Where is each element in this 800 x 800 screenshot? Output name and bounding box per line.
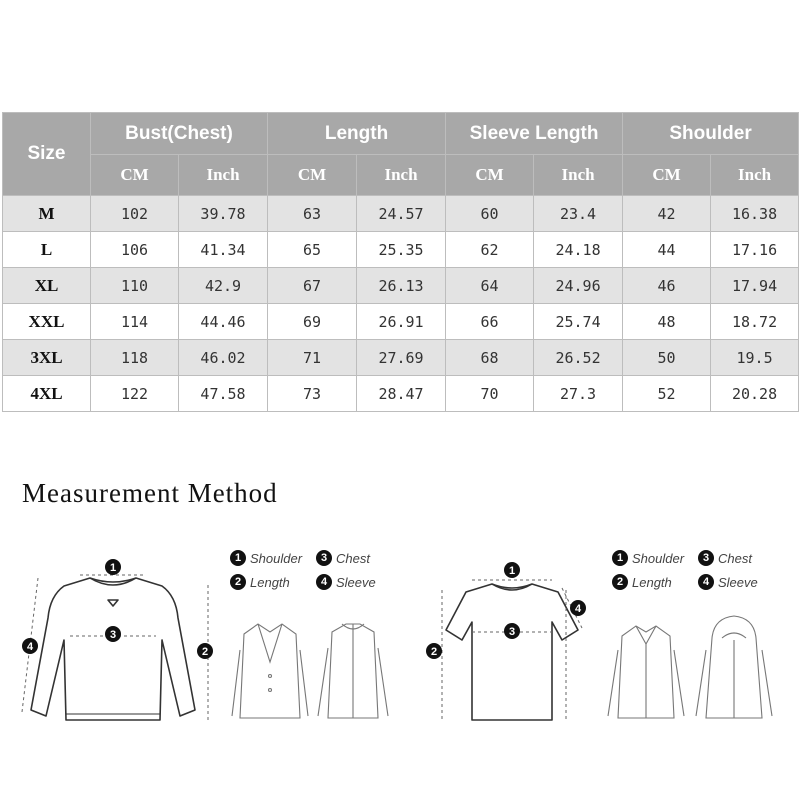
legend-item	[316, 550, 370, 566]
legend-label: Shoulder	[250, 550, 303, 566]
table-cell: 110	[91, 268, 179, 304]
group-header-length: Length	[268, 113, 446, 155]
table-cell: 20.28	[711, 376, 799, 412]
unit-header: CM	[268, 155, 357, 196]
size-cell: XL	[3, 268, 91, 304]
legend-label: Sleeve	[336, 574, 376, 590]
size-cell: L	[3, 232, 91, 268]
table-cell: 27.69	[357, 340, 446, 376]
svg-text:1: 1	[109, 562, 117, 574]
table-cell: 17.94	[711, 268, 799, 304]
table-cell: 42.9	[179, 268, 268, 304]
measurement-guides	[442, 580, 582, 722]
legend-label: Shoulder	[632, 550, 685, 566]
table-row	[3, 304, 799, 340]
legend-item	[230, 550, 302, 566]
table-cell: 23.4	[534, 196, 623, 232]
table-cell: 63	[268, 196, 357, 232]
table-cell: 68	[446, 340, 534, 376]
table-cell: 19.5	[711, 340, 799, 376]
table-cell: 44.46	[179, 304, 268, 340]
table-cell: 46.02	[179, 340, 268, 376]
short-sleeve-diagram	[400, 540, 800, 740]
size-column-header: Size	[3, 113, 91, 196]
table-cell: 46	[623, 268, 711, 304]
table-cell: 69	[268, 304, 357, 340]
unit-header: CM	[446, 155, 534, 196]
svg-text:2: 2	[430, 646, 438, 658]
table-cell: 18.72	[711, 304, 799, 340]
table-cell: 66	[446, 304, 534, 340]
table-cell: 122	[91, 376, 179, 412]
hoodie-icon	[696, 616, 772, 718]
blazer-icon	[232, 624, 308, 718]
long-sleeve-diagram	[0, 540, 400, 740]
svg-text:3: 3	[508, 626, 516, 638]
zip-jacket-icon	[318, 624, 388, 718]
size-cell: 3XL	[3, 340, 91, 376]
legend-item	[612, 550, 684, 566]
table-cell: 28.47	[357, 376, 446, 412]
shirt-icon	[608, 626, 684, 718]
size-cell: XXL	[3, 304, 91, 340]
table-cell: 16.38	[711, 196, 799, 232]
table-row	[3, 196, 799, 232]
table-cell: 44	[623, 232, 711, 268]
table-cell: 48	[623, 304, 711, 340]
table-cell: 70	[446, 376, 534, 412]
number-badge: 1	[230, 550, 246, 566]
sweater-outline-icon	[31, 578, 195, 720]
group-header-sleeve-length: Sleeve Length	[446, 113, 623, 155]
number-badge: 3	[316, 550, 332, 566]
unit-header: CM	[623, 155, 711, 196]
legend-label: Chest	[336, 550, 370, 566]
table-cell: 106	[91, 232, 179, 268]
table-row	[3, 232, 799, 268]
number-badge: 2	[612, 574, 628, 590]
table-cell: 60	[446, 196, 534, 232]
table-cell: 47.58	[179, 376, 268, 412]
group-header-bust: Bust(Chest)	[91, 113, 268, 155]
size-chart-table	[2, 112, 799, 412]
legend-item	[698, 574, 758, 590]
number-badge: 1	[612, 550, 628, 566]
legend-right	[612, 548, 782, 594]
unit-header: Inch	[534, 155, 623, 196]
table-cell: 62	[446, 232, 534, 268]
unit-header: Inch	[711, 155, 799, 196]
measurement-method-title: Measurement Method	[22, 478, 278, 508]
measurement-markers	[426, 562, 586, 659]
table-row	[3, 268, 799, 304]
legend-label: Chest	[718, 550, 752, 566]
table-cell: 24.96	[534, 268, 623, 304]
table-cell: 27.3	[534, 376, 623, 412]
table-cell: 25.35	[357, 232, 446, 268]
unit-header: Inch	[357, 155, 446, 196]
size-cell: M	[3, 196, 91, 232]
table-cell: 41.34	[179, 232, 268, 268]
table-cell: 24.18	[534, 232, 623, 268]
table-cell: 67	[268, 268, 357, 304]
svg-text:3: 3	[109, 629, 117, 641]
table-cell: 118	[91, 340, 179, 376]
legend-item	[612, 574, 672, 590]
group-header-shoulder: Shoulder	[623, 113, 799, 155]
table-cell: 114	[91, 304, 179, 340]
legend-item	[698, 550, 752, 566]
table-cell: 24.57	[357, 196, 446, 232]
legend-label: Length	[250, 574, 290, 590]
table-row	[3, 376, 799, 412]
legend-left	[230, 548, 400, 594]
number-badge: 4	[316, 574, 332, 590]
number-badge: 4	[698, 574, 714, 590]
table-cell: 17.16	[711, 232, 799, 268]
table-cell: 50	[623, 340, 711, 376]
unit-header: CM	[91, 155, 179, 196]
table-cell: 26.13	[357, 268, 446, 304]
table-cell: 65	[268, 232, 357, 268]
measurement-markers	[22, 559, 213, 659]
svg-text:2: 2	[201, 646, 209, 658]
table-cell: 42	[623, 196, 711, 232]
svg-text:1: 1	[508, 565, 516, 577]
legend-label: Length	[632, 574, 672, 590]
number-badge: 3	[698, 550, 714, 566]
table-row	[3, 340, 799, 376]
svg-text:4: 4	[574, 603, 582, 615]
table-cell: 52	[623, 376, 711, 412]
table-cell: 73	[268, 376, 357, 412]
table-cell: 26.91	[357, 304, 446, 340]
table-cell: 102	[91, 196, 179, 232]
number-badge: 2	[230, 574, 246, 590]
table-cell: 26.52	[534, 340, 623, 376]
tshirt-outline-icon	[446, 584, 578, 720]
unit-header: Inch	[179, 155, 268, 196]
table-cell: 25.74	[534, 304, 623, 340]
size-cell: 4XL	[3, 376, 91, 412]
table-cell: 64	[446, 268, 534, 304]
svg-text:4: 4	[26, 641, 34, 653]
legend-label: Sleeve	[718, 574, 758, 590]
legend-item	[230, 574, 290, 590]
legend-item	[316, 574, 376, 590]
table-cell: 39.78	[179, 196, 268, 232]
table-cell: 71	[268, 340, 357, 376]
